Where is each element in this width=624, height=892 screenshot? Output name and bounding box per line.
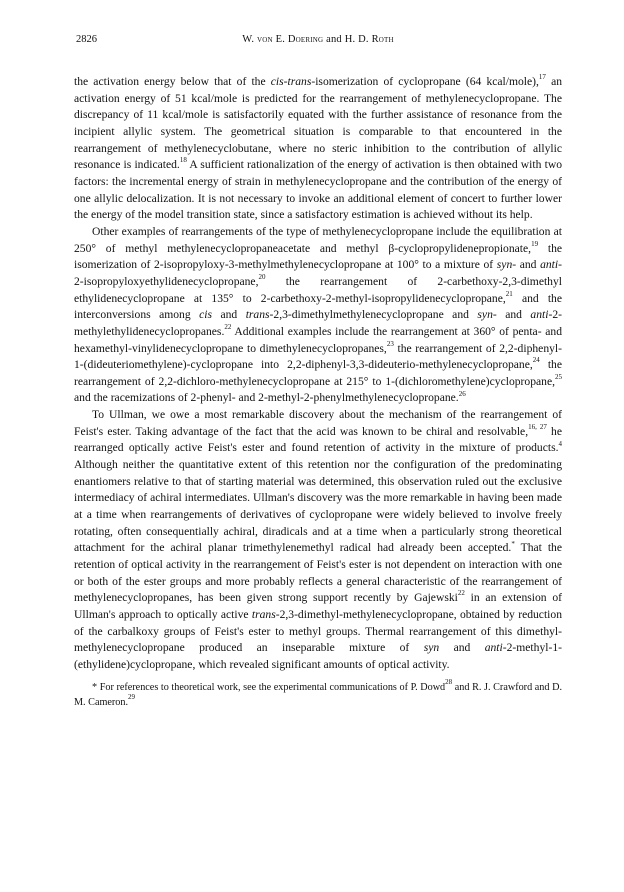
text-run: an activation energy of 51 kcal/mole is predicted for the rearrangement of methylenecyclopropane. The discrepancy of 11 kcal/mole is satisfactorily equated with the further assistance of resonance from the incipient allylic system. The geometrical situation is comparable to that encountered in the rearrangement of methylenecyclobutane, where no steric inhibition to the contribution of allylic resonance is indicated. (74, 75, 563, 172)
reference-marker: 25 (555, 372, 562, 381)
text-run: That the retention of optical activity in the rearrangement of Feist's ester is not dependent on interaction with one or both of the ester groups and more probably reflects a general characteristic of the rearrangement of methylenecyclopropanes, has been given strong support recently by Gajewski (74, 541, 562, 605)
reference-marker: 17 (538, 73, 546, 82)
text-run: the isomerization of 2-isopropyloxy-3-methylmethylenecyclopropane at 100° to a mixture of (74, 241, 563, 272)
author-a: W. von E. Doering (242, 34, 324, 45)
text-run: the activation energy below that of the (74, 75, 271, 88)
reference-marker: 29 (128, 693, 136, 702)
text-run: Although neither the quantitative extent of this retention nor the configuration of the predominating enantiomers relative to that of starting material was determined, this observation ruled out the exclusive intermediacy of achiral intermediates. Ullman's discovery was the more remarkable in having been made at a time when rearrangements of derivatives of cyclopropane were widely believed to involve freely rotating, often consequentially achiral, diradicals and at a time when a particularly strong theoretical attachment for the achiral planar trimethylenemethyl radical had already been accepted. (74, 458, 562, 555)
reference-marker: 23 (386, 339, 394, 348)
footnote (74, 680, 562, 710)
text-run: -isomerization of cyclopropane (64 kcal/mole), (311, 75, 539, 88)
running-title (74, 34, 562, 45)
text-run: in an extension of Ullman's approach to optically active (74, 591, 562, 621)
text-run: Other examples of rearrangements of the type of methylenecyclopropane include the equilibration at 250° of methyl methylenecyclopropaneacetate and methyl β-cyclopropylidenepropionate, (74, 224, 562, 255)
text-run: and (439, 641, 485, 655)
text-run: he rearranged optically active Feist's ester and found retention of activity in the mixture of products. (74, 424, 563, 455)
paragraph-3 (74, 407, 562, 674)
reference-marker: 24 (532, 356, 540, 365)
text-run: and the racemizations of 2-phenyl- and 2-methyl-2-phenylmethylenecyclopropane. (74, 391, 459, 405)
reference-marker: 18 (179, 156, 187, 165)
italic-run: anti (540, 258, 559, 272)
text-run: -2-methyl-1-(ethylidene)cyclopropane, which revealed significant amounts of optical activity. (74, 641, 562, 671)
text-run: the rearrangement of 2-carbethoxy-2,3-dimethyl ethylidenecyclopropane at 135° to 2-carbethoxy-2-methyl-isopropylidenecyclopropane, (74, 274, 562, 305)
paper-page (74, 34, 562, 710)
paragraph-1 (74, 74, 562, 224)
text-run: and the interconversions among (74, 291, 563, 322)
text-run: -2-methylethylidenecyclopropanes. (74, 308, 562, 338)
running-header (74, 34, 562, 52)
text-run: and (212, 308, 246, 322)
text-run: and R. J. Crawford and D. M. Cameron. (74, 681, 562, 708)
reference-marker: 19 (531, 239, 539, 248)
reference-marker: 20 (258, 273, 266, 282)
reference-marker: 28 (445, 678, 453, 687)
reference-marker: 22 (224, 322, 232, 331)
italic-run: syn (423, 641, 440, 655)
italic-run: cis (199, 308, 213, 322)
reference-marker: 26 (458, 389, 466, 398)
author-b: H. D. Roth (344, 34, 394, 45)
reference-marker: 21 (505, 289, 513, 298)
text-run: To Ullman, we owe a most remarkable discovery about the mechanism of the rearrangement of Feist's ester. Taking advantage of the fact that the acid was known to be chiral and resolvable, (74, 408, 562, 438)
text-run: Additional examples include the rearrangement at 360° of penta- and hexamethyl-vinylidenecyclopropane to dimethylenecyclopropanes, (74, 324, 562, 355)
text-run: * For references to theoretical work, see the experimental communications of P. Dowd (92, 681, 446, 693)
text-run: -2,3-dimethylmethylenecyclopropane and (269, 308, 478, 322)
and-word: and (326, 34, 342, 45)
text-run: and (496, 308, 531, 322)
text-run: -2-isopropyloxyethylidenecyclopropane, (74, 258, 562, 288)
reference-marker: 22 (457, 589, 465, 598)
text-run: the rearrangement of 2,2-diphenyl-1-(dideuteriomethylene)-cyclopropane into 2,2-diphenyl-3,3-dideuterio-methylenecyclopropane, (74, 341, 562, 372)
italic-run: trans (245, 308, 270, 322)
italic-run: cis-trans (270, 75, 312, 88)
page-number: 2826 (76, 34, 97, 45)
text-run: -2,3-dimethyl-methylenecyclopropane, obtained by reduction of the carbalkoxy groups of Feist's ester to methyl groups. Thermal rearrangement of this dimethyl-methylenecyclopropane produced an inseparable mixture of (74, 608, 562, 655)
italic-run: trans (251, 608, 276, 621)
reference-marker: 4 (558, 439, 562, 448)
text-run: A sufficient rationalization of the energy of activation is then obtained with two factors: the incremental energy of strain in methylenecyclopropane and the contribution of the energy of one allylic delocalization. It is not necessary to invoke an additional element of concert to further lower the energy of the model transition state, since a satisfactory estimation is achieved without its help. (74, 158, 562, 222)
text-run: and (516, 258, 541, 272)
italic-run: syn- (496, 258, 517, 272)
italic-run: anti (530, 308, 549, 322)
text-run: the rearrangement of 2,2-dichloro-methylenecyclopropane at 215° to 1-(dichloromethylene)cyclopropane, (74, 358, 563, 388)
paragraph-2 (74, 224, 562, 407)
italic-run: anti (484, 641, 503, 655)
reference-marker: 16, 27 (528, 422, 547, 431)
reference-marker: * (511, 539, 515, 548)
italic-run: syn- (477, 308, 497, 322)
